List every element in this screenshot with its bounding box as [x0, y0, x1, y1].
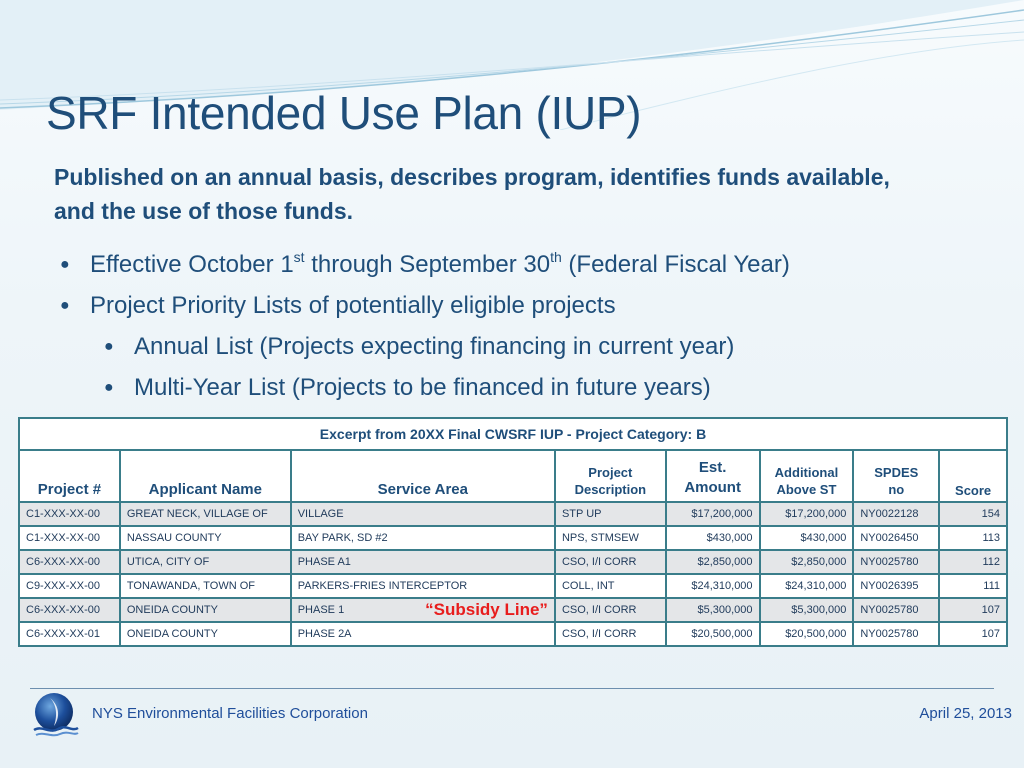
- footer-divider: [30, 688, 994, 689]
- cell-service-area: PHASE 2A: [291, 622, 555, 646]
- cell-project: C9-XXX-XX-00: [19, 574, 120, 598]
- cell-applicant: NASSAU COUNTY: [120, 526, 291, 550]
- header-score: Score: [939, 450, 1007, 502]
- header-line: SPDES: [874, 465, 919, 480]
- header-line: Project: [588, 465, 633, 480]
- iup-project-table: [18, 417, 1008, 647]
- bullet-superscript: st: [293, 249, 305, 265]
- table-row: [19, 574, 1007, 598]
- cell-applicant: TONAWANDA, TOWN OF: [120, 574, 291, 598]
- header-est-amount: [666, 450, 760, 502]
- cell-description: COLL, INT: [555, 574, 666, 598]
- bullet-text: Project Priority Lists of potentially eligible projects: [90, 292, 616, 319]
- bullet-dot-icon: ●: [60, 256, 70, 273]
- cell-additional: $17,200,000: [760, 502, 854, 526]
- cell-service-area: BAY PARK, SD #2: [291, 526, 555, 550]
- header-line: Description: [574, 482, 647, 497]
- table-row: [19, 502, 1007, 526]
- header-service-area: Service Area: [291, 450, 555, 502]
- cell-service-area: VILLAGE: [291, 502, 555, 526]
- table-row: [19, 526, 1007, 550]
- bullet-item-annual-list: [60, 326, 1010, 367]
- bullet-dot-icon: ●: [104, 338, 114, 355]
- cell-description: STP UP: [555, 502, 666, 526]
- cell-spdes: NY0025780: [853, 622, 939, 646]
- cell-additional: $2,850,000: [760, 550, 854, 574]
- cell-applicant: UTICA, CITY OF: [120, 550, 291, 574]
- cell-score: 112: [939, 550, 1007, 574]
- bullet-text: Multi-Year List (Projects to be financed in future years): [134, 374, 711, 401]
- cell-amount: $5,300,000: [666, 598, 760, 622]
- cell-service-area: [291, 598, 555, 622]
- cell-score: 111: [939, 574, 1007, 598]
- cell-project: C1-XXX-XX-00: [19, 526, 120, 550]
- header-project-number: Project #: [19, 450, 120, 502]
- cell-amount: $20,500,000: [666, 622, 760, 646]
- table-row-subsidy-line: [19, 598, 1007, 622]
- header-line: Est.: [698, 459, 727, 476]
- cell-project: C1-XXX-XX-00: [19, 502, 120, 526]
- cell-spdes: NY0026450: [853, 526, 939, 550]
- header-line: Above ST: [776, 482, 837, 497]
- bullet-text: Annual List (Projects expecting financing in current year): [134, 333, 735, 360]
- cell-spdes: NY0022128: [853, 502, 939, 526]
- header-spdes-no: [853, 450, 939, 502]
- cell-service-area: PARKERS-FRIES INTERCEPTOR: [291, 574, 555, 598]
- cell-amount: $24,310,000: [666, 574, 760, 598]
- cell-applicant: ONEIDA COUNTY: [120, 622, 291, 646]
- cell-description: CSO, I/I CORR: [555, 622, 666, 646]
- header-project-description: [555, 450, 666, 502]
- cell-project: C6-XXX-XX-00: [19, 598, 120, 622]
- bullet-superscript: th: [550, 249, 562, 265]
- table-row: [19, 550, 1007, 574]
- bullet-item-priority-lists: [60, 285, 1010, 326]
- cell-score: 107: [939, 598, 1007, 622]
- cell-score: 113: [939, 526, 1007, 550]
- table-row: [19, 622, 1007, 646]
- header-line: Amount: [684, 479, 741, 496]
- cell-description: CSO, I/I CORR: [555, 550, 666, 574]
- cell-applicant: GREAT NECK, VILLAGE OF: [120, 502, 291, 526]
- cell-amount: $2,850,000: [666, 550, 760, 574]
- bullet-item-multi-year-list: [60, 367, 1010, 408]
- footer-organization: NYS Environmental Facilities Corporation: [92, 705, 368, 722]
- bullet-text-part: through September 30: [304, 251, 551, 278]
- cell-service-area: PHASE A1: [291, 550, 555, 574]
- cell-project: C6-XXX-XX-00: [19, 550, 120, 574]
- cell-spdes: NY0025780: [853, 598, 939, 622]
- cell-additional: $20,500,000: [760, 622, 854, 646]
- cell-service-area-text: PHASE 1: [297, 604, 345, 616]
- cell-amount: $430,000: [666, 526, 760, 550]
- bullet-text-part: (Federal Fiscal Year): [561, 251, 790, 278]
- cell-score: 107: [939, 622, 1007, 646]
- table-caption: Excerpt from 20XX Final CWSRF IUP - Project Category: B: [19, 418, 1007, 450]
- footer-date: April 25, 2013: [919, 705, 1012, 722]
- header-additional-above-st: [760, 450, 854, 502]
- slide-subtitle: Published on an annual basis, describes program, identifies funds available, and the use of those funds.: [54, 164, 890, 224]
- slide-title: SRF Intended Use Plan (IUP): [46, 87, 642, 139]
- cell-spdes: NY0026395: [853, 574, 939, 598]
- bullet-text-part: Effective October 1: [90, 251, 294, 278]
- cell-applicant: ONEIDA COUNTY: [120, 598, 291, 622]
- cell-additional: $430,000: [760, 526, 854, 550]
- cell-spdes: NY0025780: [853, 550, 939, 574]
- cell-additional: $5,300,000: [760, 598, 854, 622]
- header-line: no: [888, 482, 905, 497]
- subsidy-line-label: “Subsidy Line”: [425, 600, 548, 619]
- bullet-item-effective-dates: [60, 244, 1010, 285]
- header-line: Additional: [774, 465, 839, 480]
- cell-additional: $24,310,000: [760, 574, 854, 598]
- bullet-list: [60, 244, 1010, 408]
- efc-globe-logo-icon: [30, 690, 80, 740]
- cell-project: C6-XXX-XX-01: [19, 622, 120, 646]
- bullet-dot-icon: ●: [104, 379, 114, 396]
- bullet-dot-icon: ●: [60, 297, 70, 314]
- header-applicant-name: Applicant Name: [120, 450, 291, 502]
- cell-description: NPS, STMSEW: [555, 526, 666, 550]
- cell-amount: $17,200,000: [666, 502, 760, 526]
- cell-description: CSO, I/I CORR: [555, 598, 666, 622]
- cell-score: 154: [939, 502, 1007, 526]
